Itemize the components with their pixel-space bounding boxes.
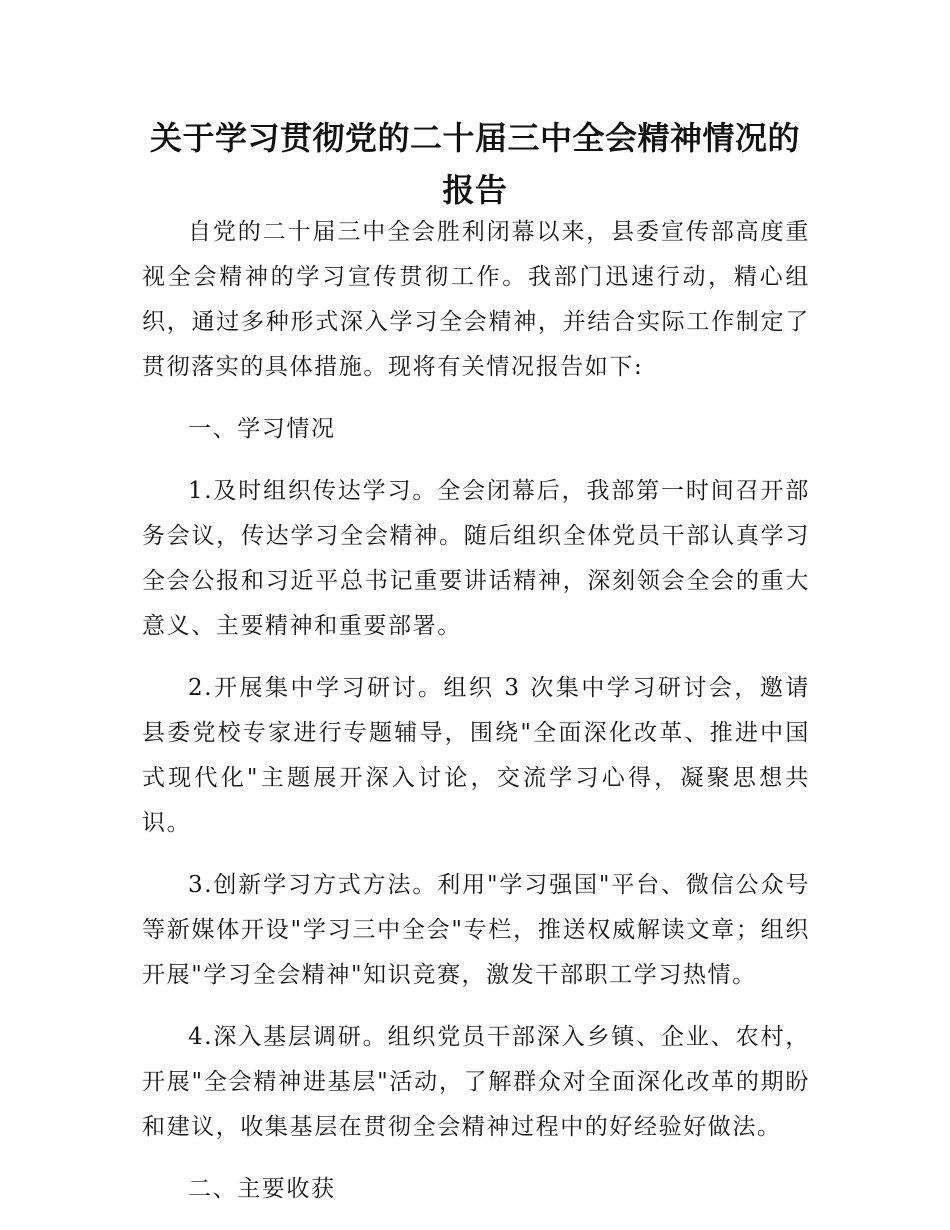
study-item-4: 4.深入基层调研。组织党员干部深入乡镇、企业、农村，开展"全会精神进基层"活动，了解群众对全面深化改革的期盼和建议，收集基层在贯彻全会精神过程中的好经验好做法。	[142, 1024, 810, 1140]
study-item-2: 2.开展集中学习研讨。组织 3 次集中学习研讨会，邀请县委党校专家进行专题辅导，围绕"全面深化改革、推进中国式现代化"主题展开深入讨论，交流学习心得，凝聚思想共识。	[142, 675, 810, 836]
study-item-1: 1.及时组织传达学习。全会闭幕后，我部第一时间召开部务会议，传达学习全会精神。随后组织全体党员干部认真学习全会公报和习近平总书记重要讲话精神，深刻领会全会的重大意义、主要精神和重要部署。	[142, 478, 810, 639]
section-heading-study: 一、学习情况	[188, 416, 336, 442]
intro-paragraph: 自党的二十届三中全会胜利闭幕以来，县委宣传部高度重视全会精神的学习宣传贯彻工作。我部门迅速行动，精心组织，通过多种形式深入学习全会精神，并结合实际工作制定了贯彻落实的具体措施。现将有关情况报告如下:	[142, 219, 810, 380]
document-body	[142, 210, 810, 1229]
study-item-3: 3.创新学习方式方法。利用"学习强国"平台、微信公众号等新媒体开设"学习三中全会"专栏，推送权威解读文章；组织开展"学习全会精神"知识竞赛，激发干部职工学习热情。	[142, 872, 810, 988]
document-title: 关于学习贯彻党的二十届三中全会精神情况的报告	[149, 119, 800, 209]
section-heading-gains: 二、主要收获	[188, 1176, 336, 1202]
